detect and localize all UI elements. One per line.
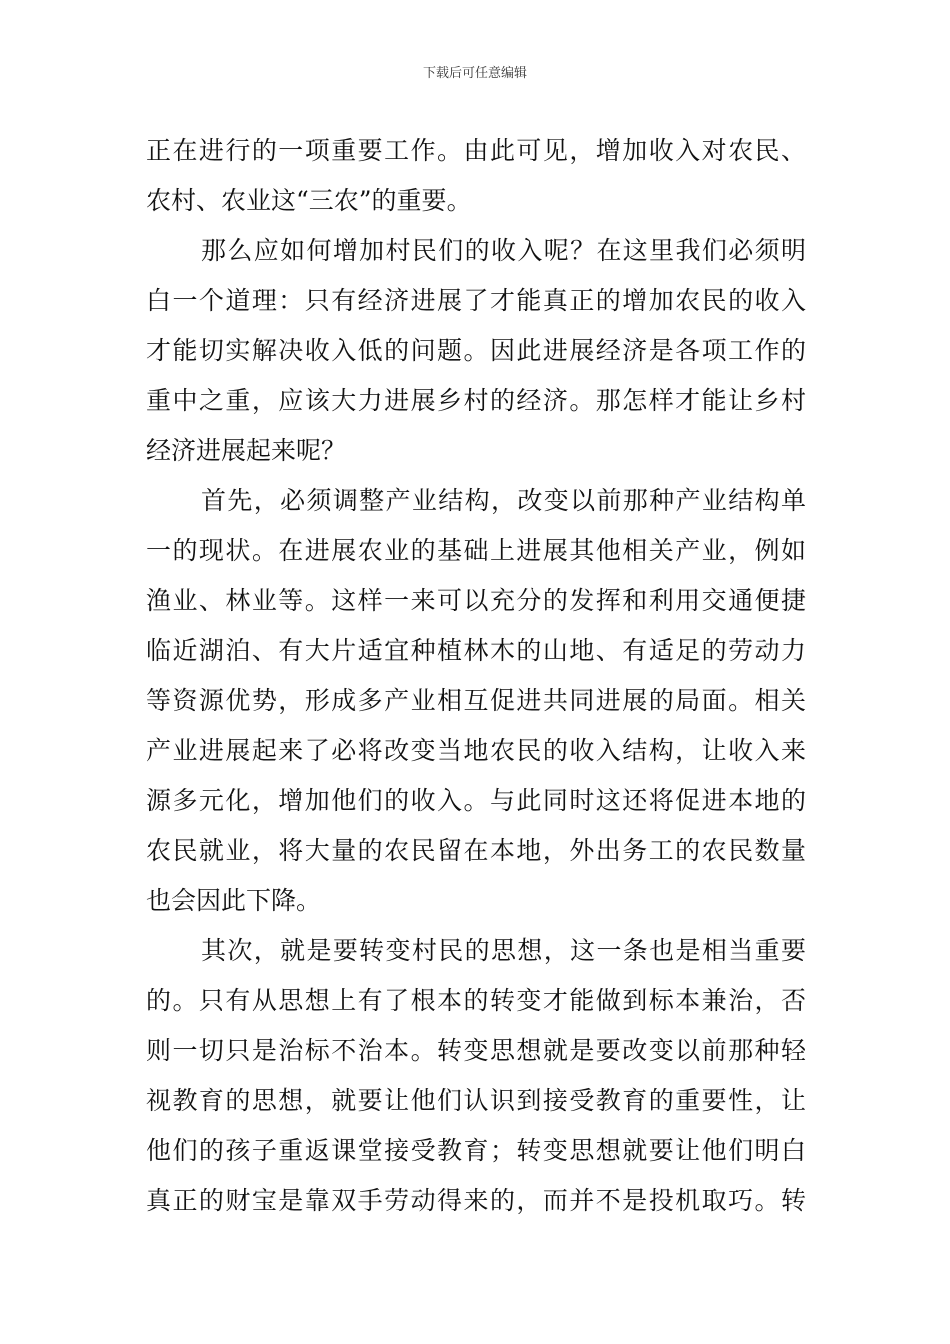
text-line: 真正的财宝是靠双手劳动得来的，而并不是投机取巧。转 <box>146 1186 806 1215</box>
document-body <box>146 126 806 1226</box>
text-line: 正在进行的一项重要工作。由此可见，增加收入对农民、 <box>146 136 806 165</box>
text-line: 首先，必须调整产业结构，改变以前那种产业结构单 <box>201 486 806 515</box>
text-line: 源多元化，增加他们的收入。与此同时这还将促进本地的 <box>146 786 806 815</box>
text-line: 农民就业，将大量的农民留在本地，外出务工的农民数量 <box>146 836 806 865</box>
text-line: 才能切实解决收入低的问题。因此进展经济是各项工作的 <box>146 336 806 365</box>
text-line: 则一切只是治标不治本。转变思想就是要改变以前那种轻 <box>146 1036 806 1065</box>
text-line: 等资源优势，形成多产业相互促进共同进展的局面。相关 <box>146 686 806 715</box>
paragraph <box>146 226 806 476</box>
page-header: 下载后可任意编辑 <box>422 66 527 81</box>
text-line: 重中之重，应该大力进展乡村的经济。那怎样才能让乡村 <box>146 386 806 415</box>
text-line: 经济进展起来呢？ <box>146 436 347 465</box>
text-line: 的。只有从思想上有了根本的转变才能做到标本兼治，否 <box>146 986 806 1015</box>
text-line: 那么应如何增加村民们的收入呢？在这里我们必须明 <box>201 236 806 265</box>
text-line: 也会因此下降。 <box>146 886 322 915</box>
text-line: 视教育的思想，就要让他们认识到接受教育的重要性，让 <box>146 1086 806 1115</box>
text-line: 农村、农业这“三农”的重要。 <box>146 186 472 215</box>
text-line: 白一个道理：只有经济进展了才能真正的增加农民的收入 <box>146 286 806 315</box>
text-line: 渔业、林业等。这样一来可以充分的发挥和利用交通便捷 <box>146 586 806 615</box>
text-line: 产业进展起来了必将改变当地农民的收入结构，让收入来 <box>146 736 806 765</box>
text-line: 其次，就是要转变村民的思想，这一条也是相当重要 <box>201 936 806 965</box>
paragraph <box>146 926 806 1226</box>
text-line: 他们的孩子重返课堂接受教育；转变思想就要让他们明白 <box>146 1136 806 1165</box>
paragraph <box>146 126 806 226</box>
text-line: 一的现状。在进展农业的基础上进展其他相关产业，例如 <box>146 536 806 565</box>
paragraph <box>146 476 806 926</box>
text-line: 临近湖泊、有大片适宜种植林木的山地、有适足的劳动力 <box>146 636 806 665</box>
